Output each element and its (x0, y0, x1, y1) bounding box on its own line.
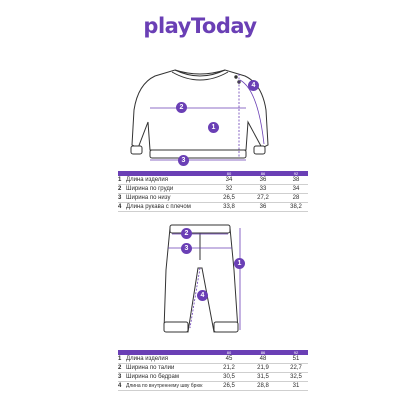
row-value: 38,2 (290, 204, 302, 210)
row-label: Ширина по талии (126, 365, 175, 371)
bottom-size-86: 86 (260, 350, 266, 355)
row-number: 1 (118, 356, 122, 362)
marker-2-bottom: 2 (181, 228, 192, 239)
row-value: 32,5 (290, 374, 302, 380)
row-value: 21,2 (223, 365, 235, 371)
row-value: 33 (259, 186, 267, 192)
marker-2-top: 2 (176, 102, 187, 113)
row-value: 51 (292, 356, 300, 362)
row-value: 22,7 (290, 365, 302, 371)
row-value: 48 (259, 356, 267, 362)
row-number: 4 (118, 383, 122, 389)
row-number: 1 (118, 177, 122, 183)
row-value: 45 (225, 356, 233, 362)
table-row (118, 364, 308, 373)
marker-1-bottom: 1 (234, 258, 245, 269)
row-label: Длина рукава с плечом (126, 204, 191, 210)
brand-logo: playToday (143, 14, 257, 38)
marker-3-bottom: 3 (181, 243, 192, 254)
row-value: 30,5 (223, 374, 235, 380)
row-number: 2 (118, 365, 122, 371)
table-row (118, 194, 308, 203)
row-number: 3 (118, 195, 122, 201)
row-number: 2 (118, 186, 122, 192)
row-value: 21,9 (257, 365, 269, 371)
row-value: 38 (292, 177, 300, 183)
row-value: 31,5 (257, 374, 269, 380)
row-value: 27,2 (257, 195, 269, 201)
row-value: 36 (259, 204, 267, 210)
row-number: 4 (118, 204, 122, 210)
row-value: 31 (292, 383, 300, 389)
row-value: 36 (259, 177, 267, 183)
row-label: Ширина по низу (126, 195, 171, 201)
marker-3-top: 3 (178, 155, 189, 166)
marker-4-top: 4 (248, 80, 259, 91)
top-size-86: 86 (260, 171, 266, 176)
marker-4-bottom: 4 (197, 290, 208, 301)
row-value: 26,5 (223, 195, 235, 201)
row-label: Длина изделия (126, 356, 168, 362)
table-row (118, 373, 308, 382)
marker-1-top: 1 (208, 122, 219, 133)
table-row (118, 176, 308, 185)
table-row (118, 185, 308, 194)
top-size-80: 80 (226, 171, 232, 176)
bottom-size-80: 80 (226, 350, 232, 355)
row-value: 33,8 (223, 204, 235, 210)
bottom-size-table (118, 350, 308, 391)
top-size-table (118, 171, 308, 212)
row-value: 26,5 (223, 383, 235, 389)
row-label: Ширина по груди (126, 186, 174, 192)
row-value: 28 (292, 195, 300, 201)
row-value: 34 (225, 177, 233, 183)
row-value: 28,8 (257, 383, 269, 389)
row-label: Длина изделия (126, 177, 168, 183)
table-row (118, 355, 308, 364)
top-size-92: 92 (293, 171, 299, 176)
row-value: 34 (292, 186, 300, 192)
table-row (118, 382, 308, 391)
table-row (118, 203, 308, 212)
row-label: Ширина по бедрам (126, 374, 179, 380)
bottom-size-92: 92 (293, 350, 299, 355)
row-number: 3 (118, 374, 122, 380)
row-value: 32 (225, 186, 233, 192)
row-label: Длина по внутреннему шву брюк (126, 383, 203, 389)
pants-sketch (164, 225, 238, 332)
